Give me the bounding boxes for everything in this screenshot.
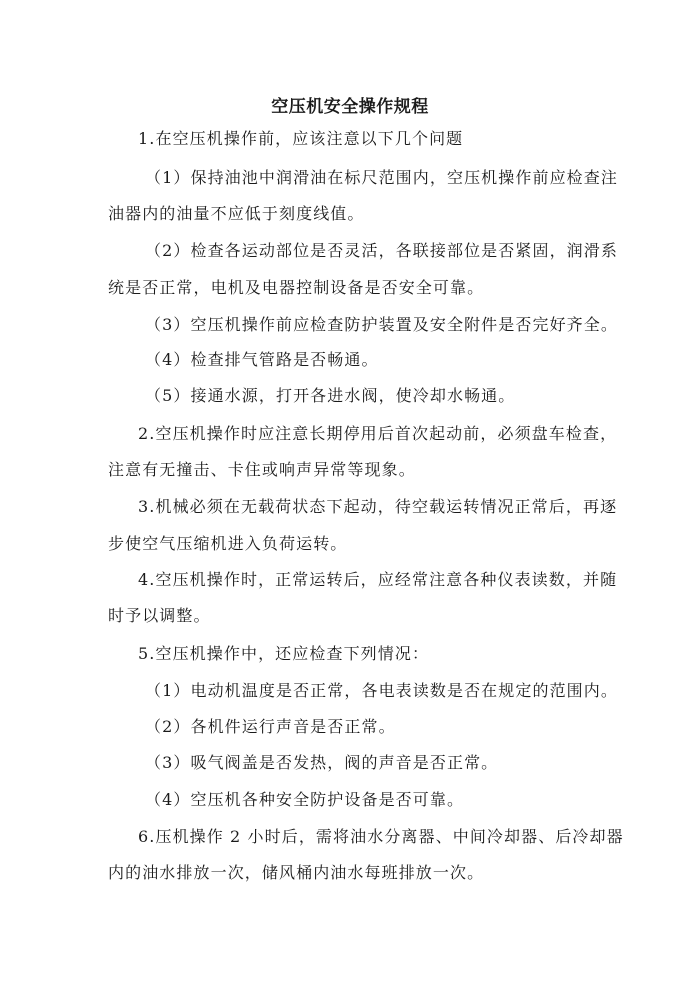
section-1-heading: 1.在空压机操作前，应该注意以下几个问题 bbox=[138, 129, 464, 148]
section-5-heading: 5.空压机操作中，还应检查下列情况： bbox=[138, 644, 430, 663]
section-5-item-1: （1）电动机温度是否正常，各电表读数是否在规定的范围内。 bbox=[145, 681, 618, 700]
section-5-item-4: （4）空压机各种安全防护设备是否可靠。 bbox=[145, 790, 465, 809]
section-5-item-2: （2）各机件运行声音是否正常。 bbox=[145, 717, 396, 736]
section-1-item-2: （2）检查各运动部位是否灵活，各联接部位是否紧固，润滑系 bbox=[145, 241, 618, 260]
section-1-item-2-cont: 统是否正常，电机及电器控制设备是否安全可靠。 bbox=[108, 278, 485, 297]
section-1-item-5: （5）接通水源，打开各进水阀，使冷却水畅通。 bbox=[145, 386, 516, 405]
section-2-paragraph-cont: 注意有无撞击、卡住或响声异常等现象。 bbox=[108, 460, 416, 479]
section-1-item-3: （3）空压机操作前应检查防护装置及安全附件是否完好齐全。 bbox=[145, 315, 618, 334]
section-1-item-1: （1）保持油池中润滑油在标尺范围内，空压机操作前应检查注 bbox=[145, 168, 618, 187]
section-5-item-3: （3）吸气阀盖是否发热，阀的声音是否正常。 bbox=[145, 753, 499, 772]
section-6-paragraph-cont: 内的油水排放一次，储风桶内油水每班排放一次。 bbox=[108, 863, 485, 882]
section-2-paragraph: 2.空压机操作时应注意长期停用后首次起动前，必须盘车检查， bbox=[138, 424, 618, 443]
section-6-paragraph: 6.压机操作 2 小时后，需将油水分离器、中间冷却器、后冷却器 bbox=[138, 827, 624, 846]
section-3-paragraph: 3.机械必须在无载荷状态下起动，待空载运转情况正常后，再逐 bbox=[138, 497, 618, 516]
section-1-item-1-cont: 油器内的油量不应低于刻度线值。 bbox=[108, 204, 365, 223]
document-title: 空压机安全操作规程 bbox=[271, 97, 429, 117]
section-3-paragraph-cont: 步使空气压缩机进入负荷运转。 bbox=[108, 534, 348, 553]
section-4-paragraph-cont: 时予以调整。 bbox=[108, 606, 211, 625]
section-4-paragraph: 4.空压机操作时，正常运转后，应经常注意各种仪表读数，并随 bbox=[138, 570, 618, 589]
section-1-item-4: （4）检查排气管路是否畅通。 bbox=[145, 350, 379, 369]
